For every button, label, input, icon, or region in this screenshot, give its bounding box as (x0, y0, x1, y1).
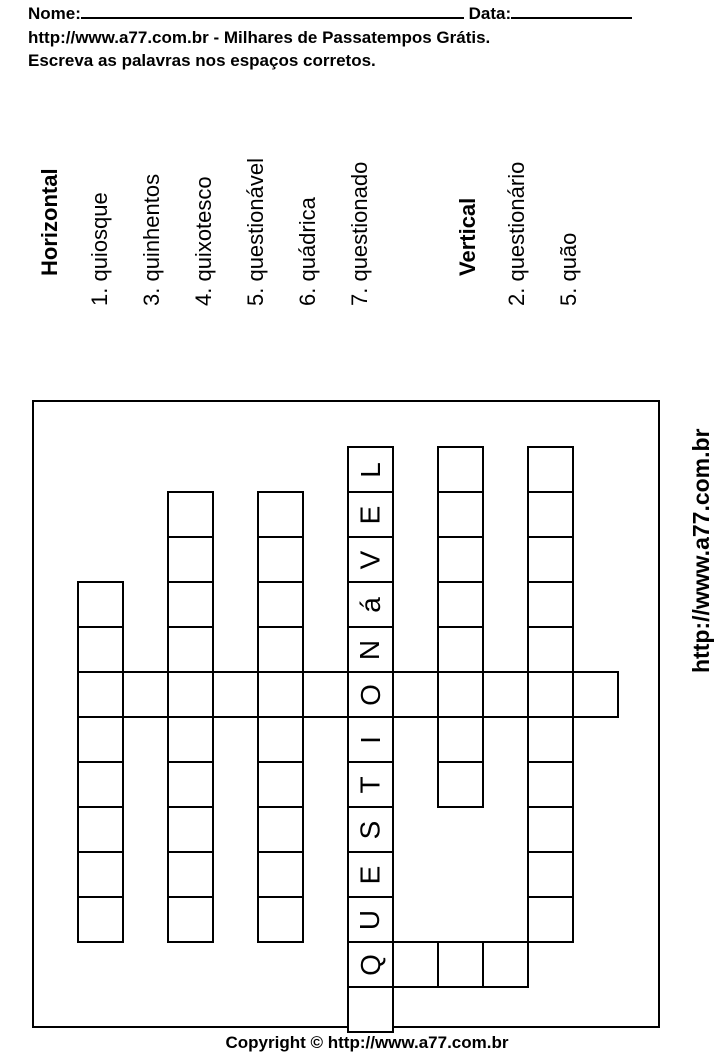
crossword-letter: L (354, 461, 386, 478)
crossword-cell[interactable] (77, 716, 124, 763)
crossword-letter: O (354, 683, 386, 706)
crossword-cell[interactable] (527, 536, 574, 583)
crossword-cell[interactable] (257, 806, 304, 853)
crossword-letter: U (354, 909, 386, 930)
crossword-cell[interactable] (77, 806, 124, 853)
crossword-cell[interactable] (167, 851, 214, 898)
crossword-cell[interactable] (167, 626, 214, 673)
footer-copyright (0, 1033, 720, 1053)
crossword-cell[interactable] (527, 806, 574, 853)
crossword-cell[interactable] (437, 581, 484, 628)
date-label: Data: (468, 4, 512, 23)
crossword-cell-filled[interactable] (347, 671, 394, 718)
header-name-date-line (28, 3, 632, 24)
crossword-cell-filled[interactable] (347, 716, 394, 763)
horizontal-clue-3: 3. quinhentos (139, 173, 164, 306)
crossword-cell[interactable] (437, 716, 484, 763)
vertical-clue-2: 2. questionário (504, 161, 529, 306)
crossword-cell[interactable] (527, 446, 574, 493)
crossword-cell[interactable] (482, 941, 529, 988)
crossword-cell[interactable] (257, 626, 304, 673)
crossword-cell-filled[interactable] (347, 851, 394, 898)
crossword-cell[interactable] (167, 716, 214, 763)
crossword-cell[interactable] (167, 536, 214, 583)
crossword-cell[interactable] (437, 761, 484, 808)
crossword-letter: S (354, 820, 386, 839)
crossword-cell[interactable] (527, 896, 574, 943)
crossword-letter: E (354, 505, 386, 524)
crossword-cell-filled[interactable] (347, 626, 394, 673)
crossword-cell[interactable] (527, 761, 574, 808)
crossword-cell[interactable] (167, 896, 214, 943)
horizontal-clue-4: 4. quixotesco (191, 176, 216, 306)
crossword-cell[interactable] (167, 671, 214, 718)
crossword-cell[interactable] (77, 761, 124, 808)
horizontal-clue-5: 5. questionável (243, 158, 268, 306)
header-site-line: http://www.a77.com.br - Milhares de Passatempos Grátis. (28, 28, 491, 47)
horizontal-clue-1: 1. quiosque (87, 192, 112, 306)
crossword-letter: I (354, 735, 386, 744)
crossword-cell[interactable] (167, 491, 214, 538)
crossword-cell[interactable] (572, 671, 619, 718)
crossword-cell-filled[interactable] (347, 806, 394, 853)
crossword-letter: E (354, 865, 386, 884)
crossword-cell[interactable] (167, 761, 214, 808)
crossword-cell-filled[interactable] (347, 491, 394, 538)
crossword-cell[interactable] (437, 491, 484, 538)
vertical-title: Vertical (455, 197, 480, 276)
crossword-letter: N (354, 639, 386, 660)
crossword-cell[interactable] (527, 851, 574, 898)
header-instruction: Escreva as palavras nos espaços corretos. (28, 51, 376, 70)
name-blank-line[interactable] (81, 3, 464, 19)
vertical-clue-5: 5. quão (556, 232, 581, 306)
crossword-cell[interactable] (527, 671, 574, 718)
crossword-cell[interactable] (257, 536, 304, 583)
crossword-cell[interactable] (77, 896, 124, 943)
crossword-cell[interactable] (392, 671, 439, 718)
crossword-cell[interactable] (257, 896, 304, 943)
crossword-cell[interactable] (302, 671, 349, 718)
crossword-letter: á (354, 596, 386, 613)
crossword-letter: T (354, 775, 386, 794)
crossword-cell[interactable] (212, 671, 259, 718)
crossword-cell-filled[interactable] (347, 941, 394, 988)
crossword-cell[interactable] (167, 806, 214, 853)
name-label: Nome: (28, 4, 81, 23)
crossword-cell[interactable] (257, 851, 304, 898)
horizontal-clue-7: 7. questionado (347, 161, 372, 306)
crossword-cell-filled[interactable] (347, 581, 394, 628)
date-blank-line[interactable] (511, 3, 632, 19)
crossword-cell[interactable] (527, 626, 574, 673)
crossword-cell[interactable] (437, 671, 484, 718)
crossword-cell[interactable] (437, 626, 484, 673)
crossword-cell-filled[interactable] (347, 896, 394, 943)
crossword-cell[interactable] (77, 626, 124, 673)
crossword-cell[interactable] (77, 851, 124, 898)
crossword-cell[interactable] (482, 671, 529, 718)
crossword-cell[interactable] (257, 716, 304, 763)
horizontal-clue-6: 6. quádrica (295, 197, 320, 306)
crossword-cell-filled[interactable] (347, 761, 394, 808)
crossword-cell[interactable] (77, 581, 124, 628)
footer-copyright-text: Copyright © http://www.a77.com.br (225, 1033, 509, 1052)
crossword-cell[interactable] (122, 671, 169, 718)
crossword-cell[interactable] (437, 536, 484, 583)
crossword-cell[interactable] (527, 716, 574, 763)
crossword-cell[interactable] (257, 581, 304, 628)
crossword-cell[interactable] (167, 581, 214, 628)
crossword-cell[interactable] (257, 671, 304, 718)
crossword-letter: Q (354, 953, 386, 976)
crossword-cell[interactable] (392, 941, 439, 988)
crossword-cell[interactable] (527, 581, 574, 628)
crossword-cell-filled[interactable] (347, 536, 394, 583)
crossword-cell[interactable] (257, 491, 304, 538)
horizontal-title: Horizontal (37, 168, 62, 276)
crossword-cell[interactable] (77, 671, 124, 718)
side-url-watermark: http://www.a77.com.br (688, 428, 714, 673)
crossword-cell[interactable] (437, 941, 484, 988)
crossword-cell-filled[interactable] (347, 986, 394, 1033)
crossword-letter: V (354, 550, 386, 569)
crossword-cell[interactable] (437, 446, 484, 493)
crossword-cell-filled[interactable] (347, 446, 394, 493)
crossword-cell[interactable] (257, 761, 304, 808)
crossword-cell[interactable] (527, 491, 574, 538)
